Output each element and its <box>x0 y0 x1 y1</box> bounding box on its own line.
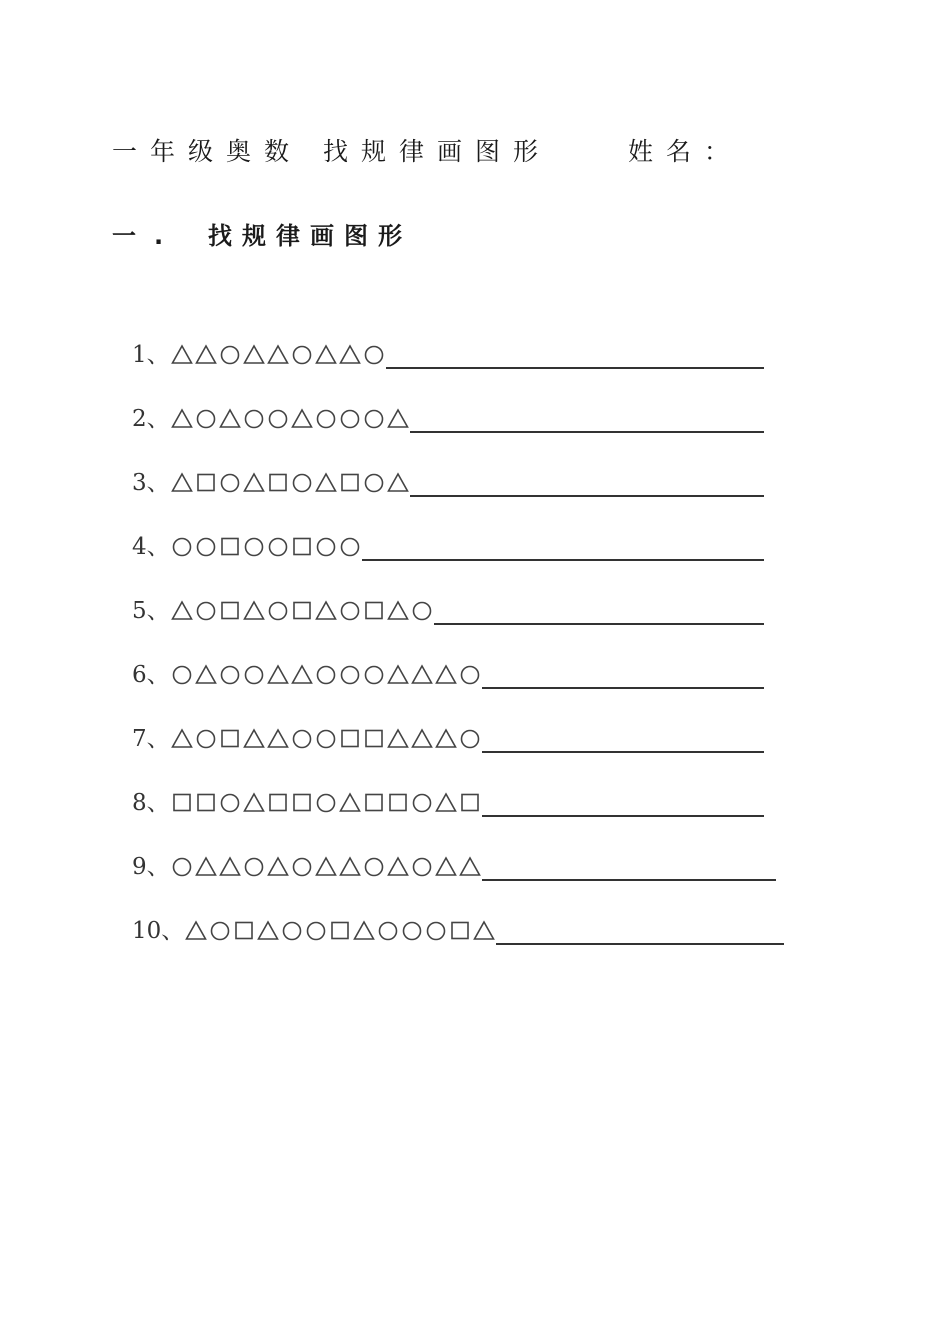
question-row <box>132 756 792 820</box>
circle-icon <box>362 663 386 687</box>
square-icon <box>386 791 410 815</box>
square-icon <box>290 791 314 815</box>
circle-icon <box>194 727 218 751</box>
triangle-icon <box>170 727 194 751</box>
circle-icon <box>290 855 314 879</box>
triangle-icon <box>386 727 410 751</box>
question-number: 6、 <box>132 662 170 688</box>
shape-sequence <box>170 663 482 692</box>
student-name-label: 姓名： <box>628 137 743 166</box>
question-number: 9、 <box>132 854 170 880</box>
shape-sequence <box>170 727 482 756</box>
worksheet-title: 一年级奥数 找规律画图形 <box>112 137 551 166</box>
square-icon <box>170 791 194 815</box>
square-icon <box>266 791 290 815</box>
circle-icon <box>194 407 218 431</box>
circle-icon <box>338 599 362 623</box>
circle-icon <box>400 919 424 943</box>
circle-icon <box>362 855 386 879</box>
square-icon <box>218 599 242 623</box>
question-row <box>132 628 792 692</box>
triangle-icon <box>338 791 362 815</box>
triangle-icon <box>170 599 194 623</box>
question-row <box>132 308 792 372</box>
triangle-icon <box>266 663 290 687</box>
triangle-icon <box>434 791 458 815</box>
answer-blank-line[interactable] <box>386 367 764 369</box>
shape-sequence <box>170 407 410 436</box>
circle-icon <box>266 599 290 623</box>
shape-sequence <box>170 855 482 884</box>
circle-icon <box>170 855 194 879</box>
triangle-icon <box>386 407 410 431</box>
circle-icon <box>280 919 304 943</box>
question-row <box>132 820 792 884</box>
circle-icon <box>208 919 232 943</box>
shape-sequence <box>170 791 482 820</box>
triangle-icon <box>314 855 338 879</box>
triangle-icon <box>266 727 290 751</box>
answer-blank-line[interactable] <box>410 431 764 433</box>
circle-icon <box>314 791 338 815</box>
triangle-icon <box>434 663 458 687</box>
triangle-icon <box>266 855 290 879</box>
circle-icon <box>376 919 400 943</box>
answer-blank-line[interactable] <box>410 495 764 497</box>
triangle-icon <box>242 471 266 495</box>
square-icon <box>290 599 314 623</box>
circle-icon <box>242 663 266 687</box>
circle-icon <box>266 535 290 559</box>
triangle-icon <box>290 407 314 431</box>
square-icon <box>194 471 218 495</box>
circle-icon <box>458 727 482 751</box>
square-icon <box>362 599 386 623</box>
triangle-icon <box>218 855 242 879</box>
triangle-icon <box>458 855 482 879</box>
triangle-icon <box>170 407 194 431</box>
question-number: 8、 <box>132 790 170 816</box>
circle-icon <box>170 535 194 559</box>
question-number: 7、 <box>132 726 170 752</box>
answer-blank-line[interactable] <box>482 751 764 753</box>
triangle-icon <box>184 919 208 943</box>
square-icon <box>290 535 314 559</box>
section-heading <box>112 216 412 251</box>
shape-sequence <box>170 471 410 500</box>
question-row <box>132 564 792 628</box>
square-icon <box>448 919 472 943</box>
circle-icon <box>362 471 386 495</box>
section-number: 一. <box>112 222 182 250</box>
circle-icon <box>218 343 242 367</box>
answer-blank-line[interactable] <box>482 687 764 689</box>
question-row <box>132 884 792 948</box>
circle-icon <box>170 663 194 687</box>
triangle-icon <box>242 791 266 815</box>
triangle-icon <box>314 471 338 495</box>
triangle-icon <box>472 919 496 943</box>
triangle-icon <box>242 343 266 367</box>
triangle-icon <box>352 919 376 943</box>
question-number: 4、 <box>132 534 170 560</box>
question-number: 5、 <box>132 598 170 624</box>
circle-icon <box>458 663 482 687</box>
square-icon <box>458 791 482 815</box>
section-title: 找规律画图形 <box>208 222 412 250</box>
shape-sequence <box>170 343 386 372</box>
circle-icon <box>424 919 448 943</box>
triangle-icon <box>290 663 314 687</box>
circle-icon <box>242 535 266 559</box>
triangle-icon <box>386 855 410 879</box>
triangle-icon <box>242 727 266 751</box>
triangle-icon <box>194 663 218 687</box>
circle-icon <box>362 407 386 431</box>
circle-icon <box>218 471 242 495</box>
triangle-icon <box>410 727 434 751</box>
triangle-icon <box>386 663 410 687</box>
answer-blank-line[interactable] <box>362 559 764 561</box>
circle-icon <box>290 343 314 367</box>
triangle-icon <box>314 599 338 623</box>
square-icon <box>338 471 362 495</box>
question-number: 1、 <box>132 342 170 368</box>
circle-icon <box>338 663 362 687</box>
triangle-icon <box>170 343 194 367</box>
square-icon <box>232 919 256 943</box>
square-icon <box>362 791 386 815</box>
question-row <box>132 692 792 756</box>
circle-icon <box>290 727 314 751</box>
circle-icon <box>194 599 218 623</box>
triangle-icon <box>386 471 410 495</box>
square-icon <box>266 471 290 495</box>
circle-icon <box>410 855 434 879</box>
question-number: 3、 <box>132 470 170 496</box>
circle-icon <box>304 919 328 943</box>
circle-icon <box>314 727 338 751</box>
circle-icon <box>338 407 362 431</box>
triangle-icon <box>218 407 242 431</box>
triangle-icon <box>194 343 218 367</box>
square-icon <box>218 727 242 751</box>
triangle-icon <box>256 919 280 943</box>
circle-icon <box>290 471 314 495</box>
square-icon <box>218 535 242 559</box>
circle-icon <box>266 407 290 431</box>
square-icon <box>362 727 386 751</box>
circle-icon <box>314 663 338 687</box>
circle-icon <box>410 599 434 623</box>
triangle-icon <box>410 663 434 687</box>
circle-icon <box>314 535 338 559</box>
square-icon <box>328 919 352 943</box>
circle-icon <box>338 535 362 559</box>
triangle-icon <box>434 727 458 751</box>
triangle-icon <box>266 343 290 367</box>
question-number: 10、 <box>132 918 185 944</box>
triangle-icon <box>338 855 362 879</box>
triangle-icon <box>242 599 266 623</box>
question-list <box>132 308 792 948</box>
circle-icon <box>362 343 386 367</box>
circle-icon <box>314 407 338 431</box>
triangle-icon <box>434 855 458 879</box>
shape-sequence <box>184 919 496 948</box>
answer-blank-line[interactable] <box>434 623 764 625</box>
triangle-icon <box>170 471 194 495</box>
circle-icon <box>218 791 242 815</box>
answer-blank-line[interactable] <box>482 815 764 817</box>
circle-icon <box>242 855 266 879</box>
shape-sequence <box>170 535 362 564</box>
shape-sequence <box>170 599 434 628</box>
triangle-icon <box>338 343 362 367</box>
question-row <box>132 436 792 500</box>
question-number: 2、 <box>132 406 170 432</box>
square-icon <box>338 727 362 751</box>
answer-blank-line[interactable] <box>482 879 776 881</box>
circle-icon <box>410 791 434 815</box>
square-icon <box>194 791 218 815</box>
answer-blank-line[interactable] <box>496 943 784 945</box>
circle-icon <box>242 407 266 431</box>
question-row <box>132 372 792 436</box>
triangle-icon <box>386 599 410 623</box>
triangle-icon <box>194 855 218 879</box>
circle-icon <box>218 663 242 687</box>
triangle-icon <box>314 343 338 367</box>
circle-icon <box>194 535 218 559</box>
question-row <box>132 500 792 564</box>
